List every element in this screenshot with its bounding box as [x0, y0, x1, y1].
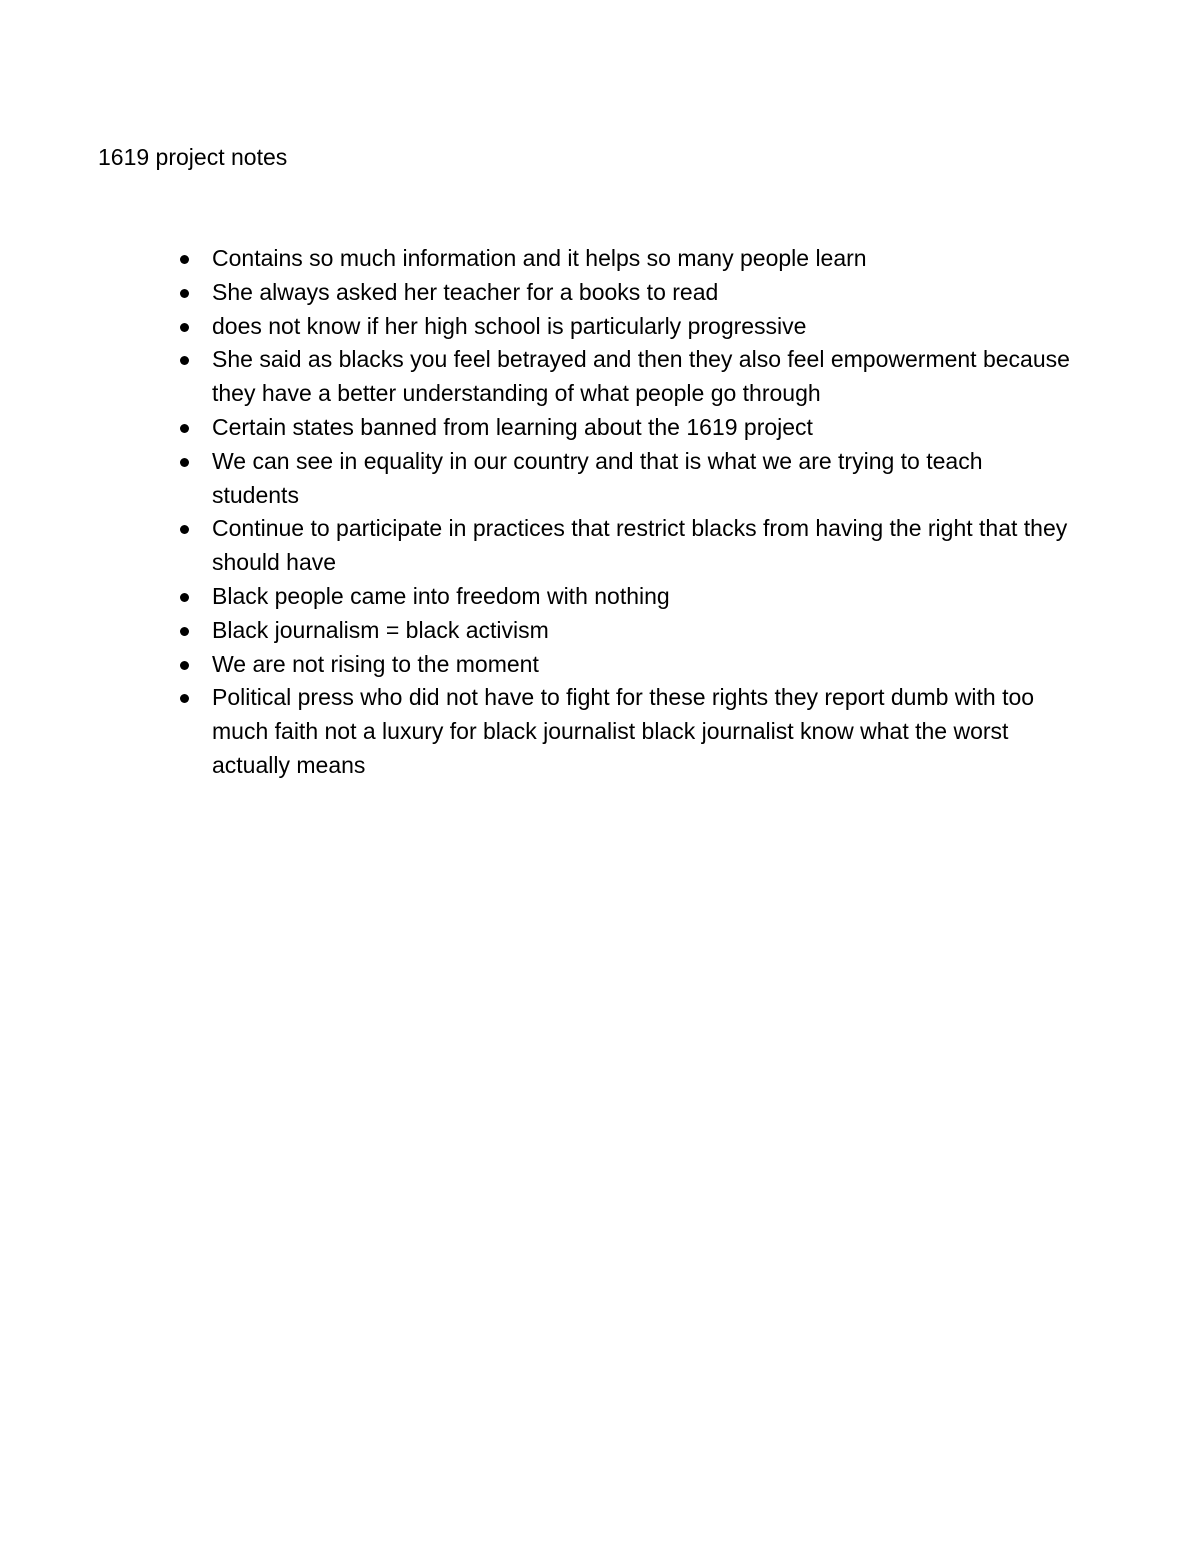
list-item — [0, 242, 1072, 276]
bullet-icon — [180, 694, 189, 703]
list-item — [0, 512, 1072, 580]
list-item — [0, 580, 1072, 614]
document-title: 1619 project notes — [98, 144, 288, 170]
bullet-icon — [180, 424, 189, 433]
list-item-text: She always asked her teacher for a books to read — [212, 278, 719, 305]
bullet-icon — [180, 356, 189, 365]
list-item-text: Political press who did not have to fight for these rights they report dumb with too much faith not a luxury for black journalist black journalist know what the worst actually means — [212, 684, 1035, 778]
list-item — [0, 614, 1072, 648]
list-item-text: Continue to participate in practices that restrict blacks from having the right that they should have — [212, 515, 1068, 576]
list-item — [0, 310, 1072, 344]
list-item-text: We can see in equality in our country and that is what we are trying to teach students — [212, 447, 983, 508]
list-item-text: does not know if her high school is particularly progressive — [212, 312, 807, 339]
bullet-icon — [180, 661, 189, 670]
list-item-text: Black journalism = black activism — [212, 616, 549, 643]
bullet-icon — [180, 323, 189, 332]
list-item — [0, 445, 1072, 513]
list-item — [0, 681, 1072, 782]
bullet-icon — [180, 593, 189, 602]
bullet-icon — [180, 255, 189, 264]
bullet-icon — [180, 525, 189, 534]
notes-list — [0, 242, 1080, 783]
list-item — [0, 276, 1072, 310]
bullet-icon — [180, 458, 189, 467]
list-item — [0, 343, 1072, 411]
list-item-text: Black people came into freedom with nothing — [212, 582, 670, 609]
list-item — [0, 648, 1072, 682]
list-item-text: She said as blacks you feel betrayed and then they also feel empowerment because they have a better understanding of what people go through — [212, 346, 1070, 407]
list-item — [0, 411, 1072, 445]
bullet-icon — [180, 627, 189, 636]
list-item-text: We are not rising to the moment — [212, 650, 539, 677]
list-item-text: Contains so much information and it helps so many people learn — [212, 245, 867, 271]
bullet-icon — [180, 289, 189, 298]
list-item-text: Certain states banned from learning about the 1619 project — [212, 413, 813, 440]
